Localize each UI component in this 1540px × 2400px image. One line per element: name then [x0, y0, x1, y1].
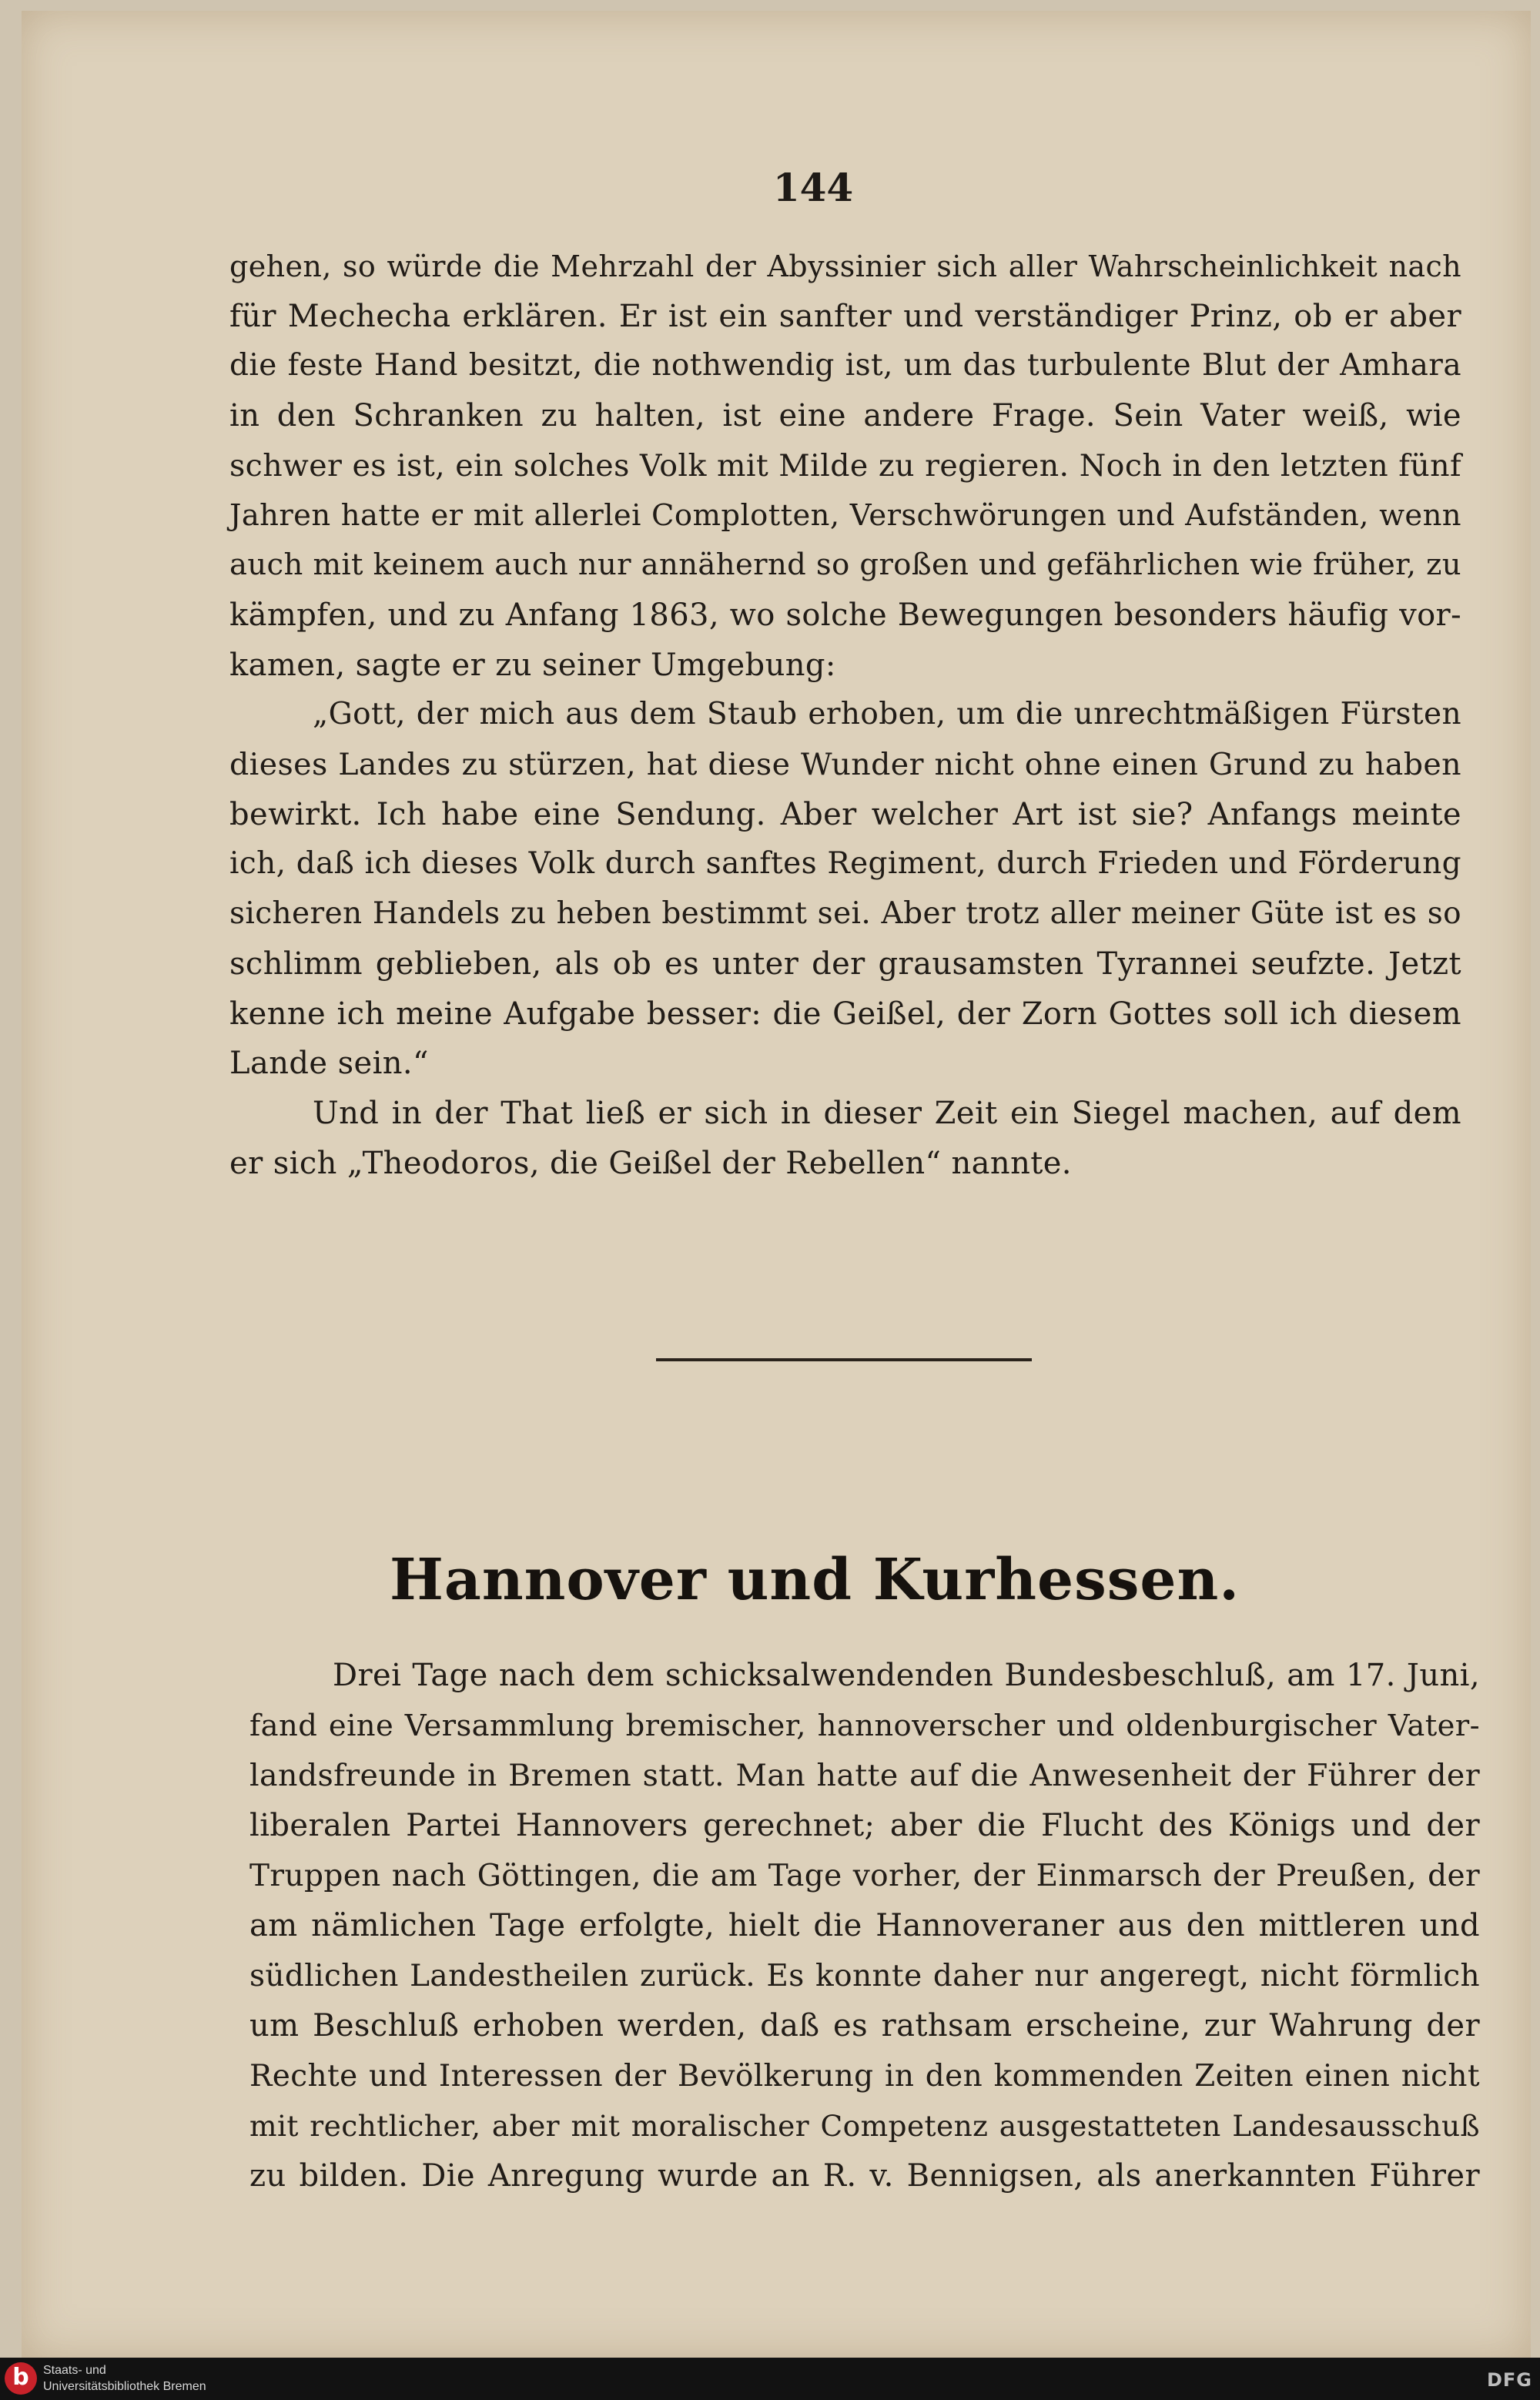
viewer-footer-bar — [0, 2358, 1540, 2400]
text-line: zu bilden. Die Anregung wurde an R. v. Bennigsen, als anerkannten Führer — [249, 2158, 1480, 2194]
text-line: er sich „Theodoros, die Geißel der Rebellen“ nannte. — [229, 1145, 1072, 1181]
institution-line: Universitätsbibliothek Bremen — [43, 2380, 206, 2393]
text-line: kämpfen, und zu Anfang 1863, wo solche Bewegungen besonders häufig vor- — [229, 597, 1461, 633]
text-line: Rechte und Interessen der Bevölkerung in den kommenden Zeiten einen nicht — [249, 2059, 1480, 2094]
text-line: gehen, so würde die Mehrzahl der Abyssinier sich aller Wahrscheinlichkeit nach — [229, 249, 1461, 283]
dfg-logo[interactable]: DFG — [1486, 2369, 1532, 2391]
text-line: um Beschluß erhoben werden, daß es rathsam erscheine, zur Wahrung der — [249, 2008, 1480, 2044]
text-line: mit rechtlicher, aber mit moralischer Competenz ausgestatteten Landesausschuß — [249, 2109, 1480, 2143]
text-line: Und in der That ließ er sich in dieser Zeit ein Siegel machen, auf dem — [313, 1095, 1461, 1131]
text-line: schlimm geblieben, als ob es unter der grausamsten Tyrannei seufzte. Jetzt — [229, 946, 1461, 982]
book-page — [22, 11, 1531, 2359]
institution-name — [43, 2362, 206, 2395]
text-block-upper — [229, 242, 1461, 1188]
text-line: ich, daß ich dieses Volk durch sanftes Regiment, durch Frieden und Förderung — [229, 846, 1461, 882]
text-line: „Gott, der mich aus dem Staub erhoben, um die unrechtmäßigen Fürsten — [313, 697, 1461, 732]
text-line: Truppen nach Göttingen, die am Tage vorher, der Einmarsch der Preußen, der — [249, 1859, 1480, 1893]
text-line: bewirkt. Ich habe eine Sendung. Aber welcher Art ist sie? Anfangs meinte — [229, 796, 1461, 832]
paragraph — [229, 1089, 1461, 1188]
library-logo-icon[interactable]: b — [5, 2362, 37, 2395]
text-line: sicheren Handels zu heben bestimmt sei. Aber trotz aller meiner Güte ist es so — [229, 896, 1461, 932]
text-block-lower — [249, 1651, 1480, 2201]
paragraph — [249, 1651, 1480, 2201]
text-line: die feste Hand besitzt, die nothwendig ist, um das turbulente Blut der Amhara — [229, 348, 1461, 383]
text-line: kenne ich meine Aufgabe besser: die Geißel, der Zorn Gottes soll ich diesem — [229, 996, 1461, 1032]
institution-line: Staats- und — [43, 2364, 106, 2377]
text-line: Drei Tage nach dem schicksalwendenden Bundesbeschluß, am 17. Juni, — [333, 1658, 1480, 1693]
text-line: Jahren hatte er mit allerlei Complotten, Verschwörungen und Aufständen, wenn — [229, 497, 1461, 533]
text-line: am nämlichen Tage erfolgte, hielt die Hannoveraner aus den mittleren und — [249, 1908, 1480, 1943]
text-line: liberalen Partei Hannovers gerechnet; aber die Flucht des Königs und der — [249, 1808, 1480, 1843]
text-line: auch mit keinem auch nur annähernd so großen und gefährlichen wie früher, zu — [229, 547, 1461, 583]
text-line: landsfreunde in Bremen statt. Man hatte auf die Anwesenheit der Führer der — [249, 1758, 1480, 1793]
text-line: in den Schranken zu halten, ist eine andere Frage. Sein Vater weiß, wie — [229, 398, 1461, 434]
section-heading: Hannover und Kurhessen. — [389, 1547, 1240, 1613]
page-number: 144 — [772, 165, 854, 210]
quote-paragraph — [229, 690, 1461, 1089]
section-divider — [656, 1358, 1032, 1361]
text-line: für Mechecha erklären. Er ist ein sanfter und verständiger Prinz, ob er aber — [229, 298, 1461, 334]
text-line: kamen, sagte er zu seiner Umgebung: — [229, 647, 836, 683]
text-line: schwer es ist, ein solches Volk mit Milde zu regieren. Noch in den letzten fünf — [229, 447, 1461, 484]
text-line: dieses Landes zu stürzen, hat diese Wunder nicht ohne einen Grund zu haben — [229, 747, 1461, 783]
text-line: südlichen Landestheilen zurück. Es konnte daher nur angeregt, nicht förmlich — [249, 1959, 1480, 1993]
text-line: fand eine Versammlung bremischer, hannoverscher und oldenburgischer Vater- — [249, 1709, 1480, 1743]
text-line: Lande sein.“ — [229, 1046, 429, 1082]
paragraph — [229, 242, 1461, 690]
